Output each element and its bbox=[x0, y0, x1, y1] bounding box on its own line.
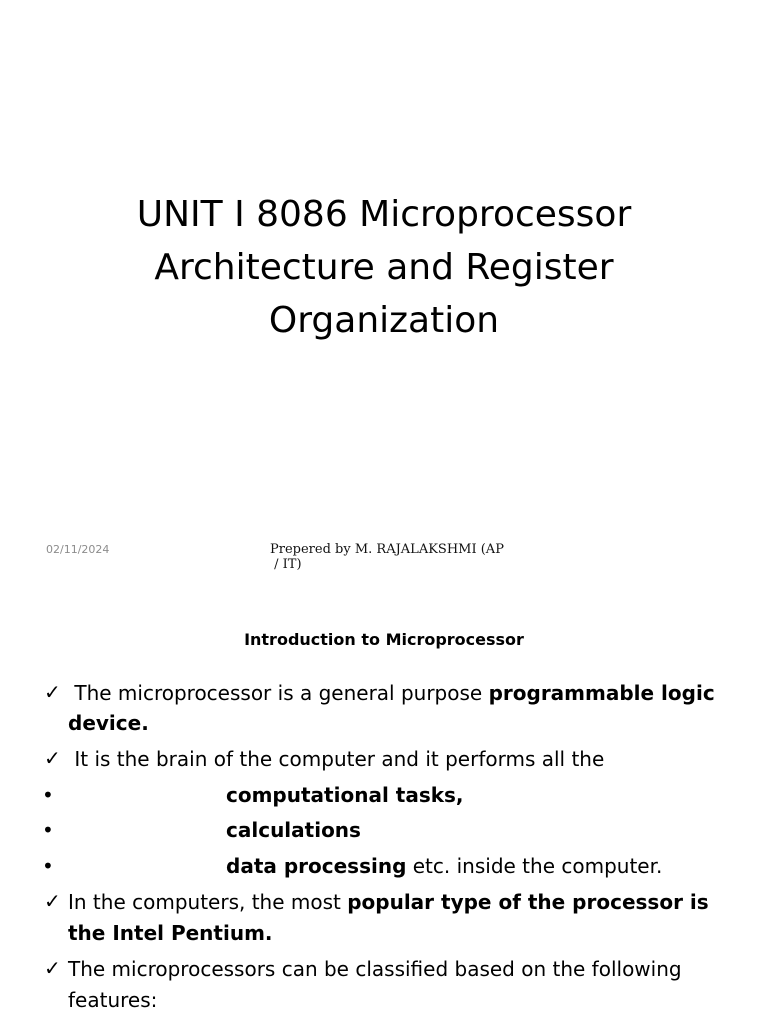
point-1-line-2 bbox=[68, 708, 149, 739]
checkmark-icon: ✓ bbox=[44, 746, 61, 770]
point-1-text: The microprocessor is a general purpose bbox=[68, 681, 489, 705]
prepared-by-line-2: / IT) bbox=[270, 557, 302, 572]
point-3-line-1: In the computers, the most popular type of the processor is bbox=[68, 890, 709, 914]
sub-bullet-1: computational tasks, bbox=[226, 783, 464, 807]
prepared-by bbox=[270, 542, 510, 572]
point-3-line-2: the Intel Pentium. bbox=[68, 921, 273, 945]
bullet-icon: • bbox=[42, 818, 54, 842]
checkmark-icon: ✓ bbox=[44, 889, 61, 913]
bullet-icon: • bbox=[42, 783, 54, 807]
point-4-line-1: The microprocessors can be classified based on the following bbox=[68, 957, 682, 981]
point-2: It is the brain of the computer and it performs all the bbox=[68, 747, 605, 771]
slide-date: 02/11/2024 bbox=[46, 543, 110, 556]
sub-bullet-2: calculations bbox=[226, 818, 361, 842]
point-1-bold: programmable logic bbox=[488, 681, 715, 705]
point-1-bold-line-2: device. bbox=[68, 711, 149, 735]
checkmark-icon: ✓ bbox=[44, 956, 61, 980]
sub-bullet-3: data processing etc. inside the computer. bbox=[226, 854, 663, 878]
title-line-1: UNIT I 8086 Microprocessor bbox=[136, 194, 632, 235]
section-title: Introduction to Microprocessor bbox=[244, 630, 524, 649]
title-line-2: Architecture and Register bbox=[154, 247, 614, 288]
point-4-line-2: features: bbox=[68, 988, 158, 1012]
checkmark-icon: ✓ bbox=[44, 680, 61, 704]
title-line-3: Organization bbox=[268, 300, 500, 341]
point-1-line-1 bbox=[68, 678, 715, 709]
prepared-by-line-1: Prepered by M. RAJALAKSHMI (AP bbox=[270, 542, 504, 557]
bullet-icon: • bbox=[42, 854, 54, 878]
slide-title bbox=[110, 188, 658, 347]
